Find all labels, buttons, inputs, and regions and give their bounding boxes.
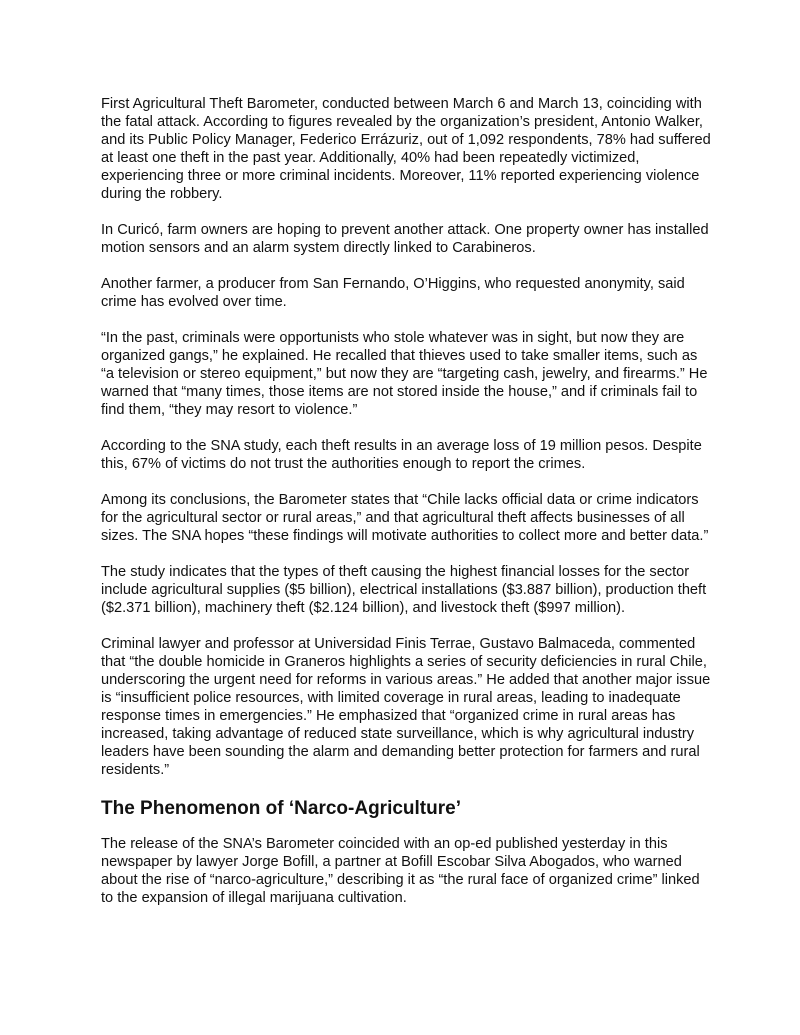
paragraph-curico-farm-owners: In Curicó, farm owners are hoping to prevent another attack. One property owner has installed motion sensors and an alarm system directly linked to Carabineros. <box>101 222 709 256</box>
paragraph-average-loss: According to the SNA study, each theft results in an average loss of 19 million pesos. Despite this, 67% of victims do not trust the authorities enough to report the crimes. <box>101 438 702 472</box>
paragraph-balmaceda-comments: Criminal lawyer and professor at Universidad Finis Terrae, Gustavo Balmaceda, commented that “the double homicide in Graneros highlights a series of security deficiencies in rural Chile, underscoring the urgent need for reforms in various areas.” He added that another major issue is “insufficient police resources, with limited coverage in rural areas, leading to inadequate response times in emergencies.” He emphasized that “organized crime in rural areas has increased, taking advantage of reduced state surveillance, which is why agricultural industry leaders have been sounding the alarm and demanding better protection for farmers and rural residents.” <box>101 636 711 778</box>
section-heading-narco-agriculture: The Phenomenon of ‘Narco-Agriculture’ <box>101 798 461 819</box>
paragraph-organized-gangs-quote: “In the past, criminals were opportunists who stole whatever was in sight, but now they are organized gangs,” he explained. He recalled that thieves used to take smaller items, such as “a television or stereo equipment,” but now they are “targeting cash, jewelry, and firearms.” He warned that “many times, those items are not stored inside the house,” and if criminals fail to find them, “they may resort to violence.” <box>101 330 708 418</box>
paragraph-financial-losses: The study indicates that the types of theft causing the highest financial losses for the sector include agricultural supplies ($5 billion), electrical installations ($3.887 billion), production theft ($2.371 billion), machinery theft ($2.124 billion), and livestock theft ($997 million). <box>101 564 707 616</box>
paragraph-san-fernando-farmer: Another farmer, a producer from San Fernando, O’Higgins, who requested anonymity, said crime has evolved over time. <box>101 276 685 310</box>
paragraph-barometer-conclusions: Among its conclusions, the Barometer states that “Chile lacks official data or crime indicators for the agricultural sector or rural areas,” and that agricultural theft affects businesses of all sizes. The SNA hopes “these findings will motivate authorities to collect more and better data.” <box>101 492 709 544</box>
article-page <box>101 95 711 925</box>
paragraph-barometer-figures: First Agricultural Theft Barometer, conducted between March 6 and March 13, coinciding with the fatal attack. According to figures revealed by the organization’s president, Antonio Walker, and its Public Policy Manager, Federico Errázuriz, out of 1,092 respondents, 78% had suffered at least one theft in the past year. Additionally, 40% had been repeatedly victimized, experiencing three or more criminal incidents. Moreover, 11% reported experiencing violence during the robbery. <box>101 96 711 202</box>
paragraph-bofill-op-ed: The release of the SNA’s Barometer coincided with an op-ed published yesterday in this newspaper by lawyer Jorge Bofill, a partner at Bofill Escobar Silva Abogados, who warned about the rise of “narco-agriculture,” describing it as “the rural face of organized crime” linked to the expansion of illegal marijuana cultivation. <box>101 836 700 906</box>
